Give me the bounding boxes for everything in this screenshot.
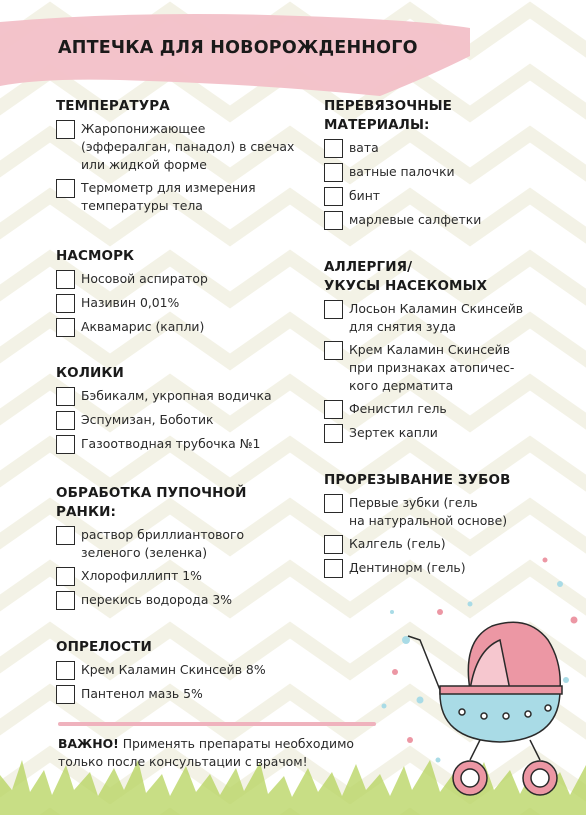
checkbox[interactable] xyxy=(324,163,343,182)
checklist-item xyxy=(324,559,574,578)
checkbox[interactable] xyxy=(324,341,343,360)
checkbox[interactable] xyxy=(324,300,343,319)
item-label xyxy=(81,120,294,174)
item-label-line: раствор бриллиантового xyxy=(81,527,245,542)
item-label xyxy=(81,411,214,429)
section-title-line: УКУСЫ НАСЕКОМЫХ xyxy=(324,278,488,294)
checklist-item xyxy=(324,400,574,419)
section-title-line: РАНКИ: xyxy=(56,504,116,520)
item-label-line: Хлорофиллипт 1% xyxy=(81,568,202,583)
item-label xyxy=(81,685,203,703)
checkbox[interactable] xyxy=(324,187,343,206)
item-label xyxy=(81,387,272,405)
title-area xyxy=(0,0,586,100)
note-line-1: Применять препараты необходимо xyxy=(118,736,355,751)
section-title-line: ОБРАБОТКА ПУПОЧНОЙ xyxy=(56,485,247,501)
item-label-line: перекись водорода 3% xyxy=(81,592,233,607)
checklist-item xyxy=(56,179,306,215)
item-label xyxy=(349,187,380,205)
item-label xyxy=(81,270,208,288)
section-title-line: ОПРЕЛОСТИ xyxy=(56,639,152,655)
item-label xyxy=(81,294,179,312)
left-section-3 xyxy=(56,484,306,615)
item-label xyxy=(81,435,260,453)
checklist-item xyxy=(56,435,306,454)
left-section-0 xyxy=(56,97,306,220)
checklist-item xyxy=(56,567,306,586)
item-label-line: Фенистил гель xyxy=(349,401,447,416)
item-label-line: марлевые салфетки xyxy=(349,212,482,227)
item-label-line: Називин 0,01% xyxy=(81,295,180,310)
item-label xyxy=(349,424,438,442)
checkbox[interactable] xyxy=(56,179,75,198)
checklist-item xyxy=(56,661,306,680)
item-label xyxy=(349,494,507,530)
note-bold: ВАЖНО! xyxy=(58,736,119,751)
item-label-line: для снятия зуда xyxy=(349,319,456,334)
checkbox[interactable] xyxy=(56,526,75,545)
checkbox[interactable] xyxy=(56,387,75,406)
checkbox[interactable] xyxy=(324,535,343,554)
checklist-item xyxy=(56,685,306,704)
item-label-line: кого дерматита xyxy=(349,378,454,393)
section-title xyxy=(324,258,574,296)
checklist-items xyxy=(56,120,306,215)
checklist-items xyxy=(56,387,306,454)
section-title xyxy=(324,471,574,490)
checklist-item xyxy=(324,341,574,395)
checklist-item xyxy=(56,387,306,406)
item-label-line: Крем Каламин Скинсейв 8% xyxy=(81,662,266,677)
checklist-items xyxy=(324,494,574,578)
checklist-items xyxy=(56,526,306,610)
section-title-line: КОЛИКИ xyxy=(56,365,124,381)
item-label xyxy=(81,567,202,585)
item-label xyxy=(81,318,204,336)
section-title xyxy=(56,247,306,266)
item-label xyxy=(349,559,466,577)
item-label-line: ватные палочки xyxy=(349,164,455,179)
section-title-line: ПЕРЕВЯЗОЧНЫЕ xyxy=(324,98,453,114)
checklist-items xyxy=(56,661,306,704)
checklist-item xyxy=(324,163,574,182)
item-label-line: Носовой аспиратор xyxy=(81,271,208,286)
item-label-line: (эффералган, панадол) в свечах xyxy=(81,139,295,154)
checkbox[interactable] xyxy=(324,559,343,578)
checklist-item xyxy=(324,535,574,554)
left-section-1 xyxy=(56,247,306,342)
section-title-line: АЛЛЕРГИЯ/ xyxy=(324,259,413,275)
section-title xyxy=(56,638,306,657)
left-section-2 xyxy=(56,364,306,459)
checkbox[interactable] xyxy=(56,661,75,680)
item-label xyxy=(81,179,256,215)
section-title-line: ПРОРЕЗЫВАНИЕ ЗУБОВ xyxy=(324,472,511,488)
checklist-item xyxy=(56,120,306,174)
checklist-item xyxy=(56,591,306,610)
checkbox[interactable] xyxy=(56,318,75,337)
item-label-line: Лосьон Каламин Скинсейв xyxy=(349,301,524,316)
item-label-line: или жидкой форме xyxy=(81,157,207,172)
item-label-line: Бэбикалм, укропная водичка xyxy=(81,388,272,403)
item-label-line: Пантенол мазь 5% xyxy=(81,686,203,701)
item-label xyxy=(349,341,514,395)
right-section-2 xyxy=(324,471,574,583)
checklist-item xyxy=(56,411,306,430)
checklist-item xyxy=(324,211,574,230)
checkbox[interactable] xyxy=(56,591,75,610)
item-label-line: Газоотводная трубочка №1 xyxy=(81,436,261,451)
section-title-line: НАСМОРК xyxy=(56,248,135,264)
checkbox[interactable] xyxy=(324,400,343,419)
checklist-item xyxy=(324,139,574,158)
checklist-item xyxy=(56,270,306,289)
checkbox[interactable] xyxy=(56,435,75,454)
checkbox[interactable] xyxy=(324,424,343,443)
item-label xyxy=(349,300,523,336)
section-title xyxy=(56,484,306,522)
checklist-items xyxy=(324,139,574,230)
item-label-line: Крем Каламин Скинсейв xyxy=(349,342,510,357)
item-label-line: Термометр для измерения xyxy=(81,180,256,195)
section-title-line: МАТЕРИАЛЫ: xyxy=(324,117,430,133)
checklist-item xyxy=(324,424,574,443)
page-title: АПТЕЧКА ДЛЯ НОВОРОЖДЕННОГО xyxy=(58,38,418,58)
checklist-item xyxy=(56,318,306,337)
checkbox[interactable] xyxy=(56,270,75,289)
checklist-item xyxy=(324,494,574,530)
checkbox[interactable] xyxy=(56,294,75,313)
item-label-line: Калгель (гель) xyxy=(349,536,446,551)
checklist-item xyxy=(56,526,306,562)
item-label-line: Аквамарис (капли) xyxy=(81,319,205,334)
right-section-1 xyxy=(324,258,574,448)
note-line-2: только после консультации с врачом! xyxy=(58,754,308,769)
item-label-line: Дентинорм (гель) xyxy=(349,560,466,575)
item-label xyxy=(349,535,446,553)
checklist-item xyxy=(324,300,574,336)
section-title-line: ТЕМПЕРАТУРА xyxy=(56,98,170,114)
item-label xyxy=(349,139,379,157)
checklist-items xyxy=(56,270,306,337)
checklist-items xyxy=(324,300,574,443)
section-title xyxy=(324,97,574,135)
divider-line xyxy=(58,722,376,726)
item-label-line: Жаропонижающее xyxy=(81,121,206,136)
checkbox[interactable] xyxy=(56,567,75,586)
important-note xyxy=(58,735,378,771)
item-label xyxy=(81,591,232,609)
item-label-line: Эспумизан, Боботик xyxy=(81,412,214,427)
item-label xyxy=(81,661,266,679)
item-label-line: бинт xyxy=(349,188,381,203)
item-label-line: Первые зубки (гель xyxy=(349,495,478,510)
item-label-line: Зертек капли xyxy=(349,425,438,440)
checkbox[interactable] xyxy=(324,494,343,513)
checkbox[interactable] xyxy=(324,211,343,230)
item-label-line: температуры тела xyxy=(81,198,203,213)
item-label xyxy=(349,400,447,418)
item-label-line: вата xyxy=(349,140,379,155)
item-label xyxy=(349,163,455,181)
right-section-0 xyxy=(324,97,574,235)
left-section-4 xyxy=(56,638,306,709)
checkbox[interactable] xyxy=(324,139,343,158)
section-title xyxy=(56,97,306,116)
checkbox[interactable] xyxy=(56,411,75,430)
item-label xyxy=(81,526,244,562)
item-label-line: на натуральной основе) xyxy=(349,513,508,528)
item-label xyxy=(349,211,481,229)
checklist-item xyxy=(56,294,306,313)
section-title xyxy=(56,364,306,383)
item-label-line: при признаках атопичес- xyxy=(349,360,515,375)
checkbox[interactable] xyxy=(56,685,75,704)
checklist-item xyxy=(324,187,574,206)
item-label-line: зеленого (зеленка) xyxy=(81,545,208,560)
checkbox[interactable] xyxy=(56,120,75,139)
